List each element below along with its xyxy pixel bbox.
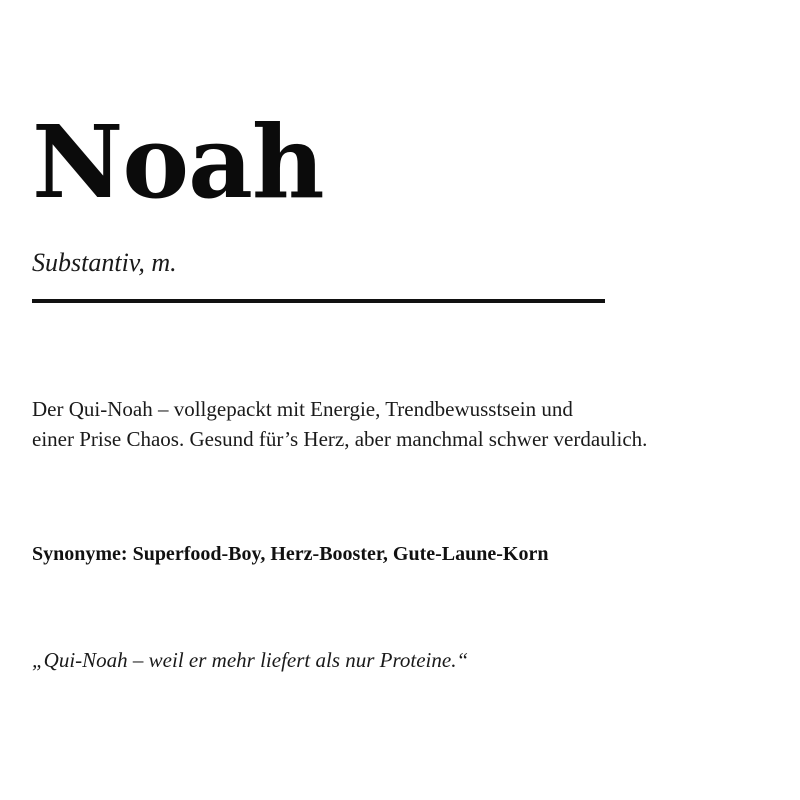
definition-line-2: einer Prise Chaos. Gesund für’s Herz, aber manchmal schwer verdaulich. [32, 427, 648, 451]
example-quote: „Qui-Noah – weil er mehr liefert als nur Proteine.“ [32, 648, 469, 672]
definition [32, 394, 792, 454]
definition-line-1: Der Qui-Noah – vollgepackt mit Energie, Trendbewusstsein und [32, 397, 573, 421]
synonyms: Synonyme: Superfood-Boy, Herz-Booster, Gute-Laune-Korn [32, 543, 549, 565]
entry-word: Noah [32, 103, 324, 221]
part-of-speech: Substantiv, m. [32, 248, 177, 277]
divider-line [32, 299, 605, 303]
